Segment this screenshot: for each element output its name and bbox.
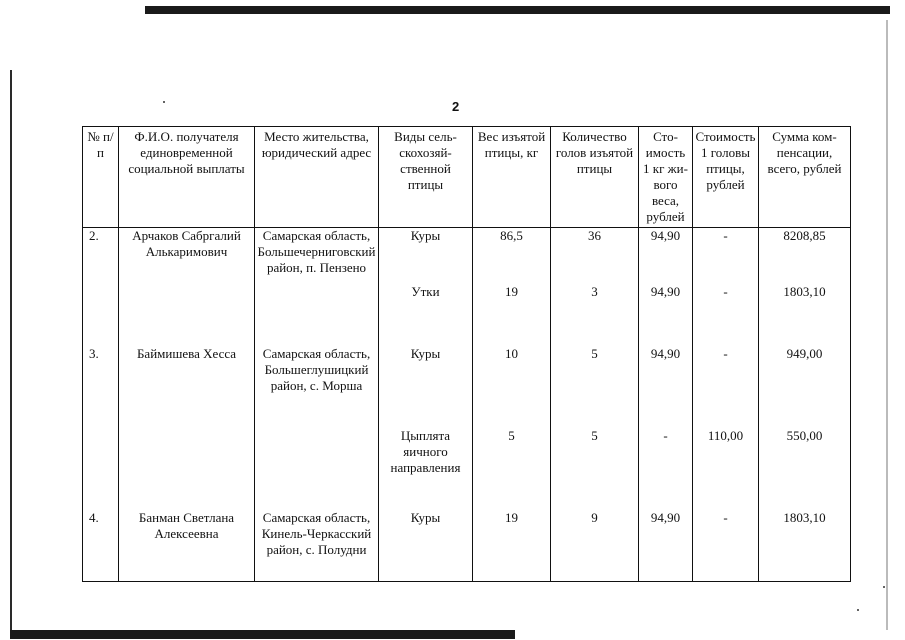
scan-speck	[883, 586, 885, 588]
header-fio: Ф.И.О. получателя единовременной социальной выплаты	[119, 127, 255, 228]
row-price-head: -	[693, 284, 759, 346]
row-total: 8208,85	[759, 228, 851, 284]
row-price-head: -	[693, 346, 759, 428]
header-weight: Вес изъятой птицы, кг	[473, 127, 551, 228]
table-row	[83, 346, 851, 428]
row-fio: Арчаков Сабргалий Алькаримович	[119, 228, 255, 346]
row-kind: Куры	[379, 510, 473, 582]
row-num: 4.	[83, 510, 119, 582]
row-total: 1803,10	[759, 284, 851, 346]
scan-speck	[163, 101, 165, 103]
row-count: 5	[551, 428, 639, 510]
header-address: Место жительства, юридический адрес	[255, 127, 379, 228]
row-count: 5	[551, 346, 639, 428]
scan-edge-right	[886, 20, 888, 630]
row-num	[83, 428, 119, 510]
header-total: Сумма компенсации, всего, рублей	[759, 127, 851, 228]
row-weight: 86,5	[473, 228, 551, 284]
row-address: Самарская область, Большеглушицкий район, с. Морша	[255, 346, 379, 510]
row-address: Самарская область, Кинель-Черкасский район, с. Полудни	[255, 510, 379, 582]
row-weight: 19	[473, 284, 551, 346]
row-count: 9	[551, 510, 639, 582]
header-count: Количество голов изъятой птицы	[551, 127, 639, 228]
row-fio: Банман Светлана Алексеевна	[119, 510, 255, 582]
table-row	[83, 228, 851, 284]
table-row	[83, 510, 851, 582]
header-num: № п/п	[83, 127, 119, 228]
scan-speck	[857, 609, 859, 611]
row-kind: Куры	[379, 228, 473, 284]
row-kind: Цыплята яичного направления	[379, 428, 473, 510]
compensation-table	[82, 126, 851, 582]
row-price-kg: 94,90	[639, 284, 693, 346]
header-price-head: Стоимость 1 головы птицы, рублей	[693, 127, 759, 228]
row-count: 36	[551, 228, 639, 284]
scan-edge-left	[10, 70, 12, 630]
scan-border-bottom	[10, 630, 515, 639]
row-price-kg: 94,90	[639, 510, 693, 582]
row-num: 3.	[83, 346, 119, 428]
row-price-kg: 94,90	[639, 228, 693, 284]
scan-border-top	[145, 6, 890, 14]
row-price-kg: 94,90	[639, 346, 693, 428]
row-price-head: 110,00	[693, 428, 759, 510]
row-kind: Утки	[379, 284, 473, 346]
row-fio: Баймишева Хесса	[119, 346, 255, 510]
row-weight: 10	[473, 346, 551, 428]
header-price-kg: Стоимость 1 кг живого веса, рублей	[639, 127, 693, 228]
row-price-kg: -	[639, 428, 693, 510]
header-kind: Виды сельскохозяйственной птицы	[379, 127, 473, 228]
row-num	[83, 284, 119, 346]
row-weight: 19	[473, 510, 551, 582]
row-price-head: -	[693, 510, 759, 582]
row-total: 1803,10	[759, 510, 851, 582]
row-total: 550,00	[759, 428, 851, 510]
row-kind: Куры	[379, 346, 473, 428]
row-address: Самарская область, Большечерниговский район, п. Пензено	[255, 228, 379, 346]
row-num: 2.	[83, 228, 119, 284]
row-total: 949,00	[759, 346, 851, 428]
row-count: 3	[551, 284, 639, 346]
row-price-head: -	[693, 228, 759, 284]
table-header-row	[83, 127, 851, 228]
page-number: 2	[452, 99, 460, 114]
row-weight: 5	[473, 428, 551, 510]
